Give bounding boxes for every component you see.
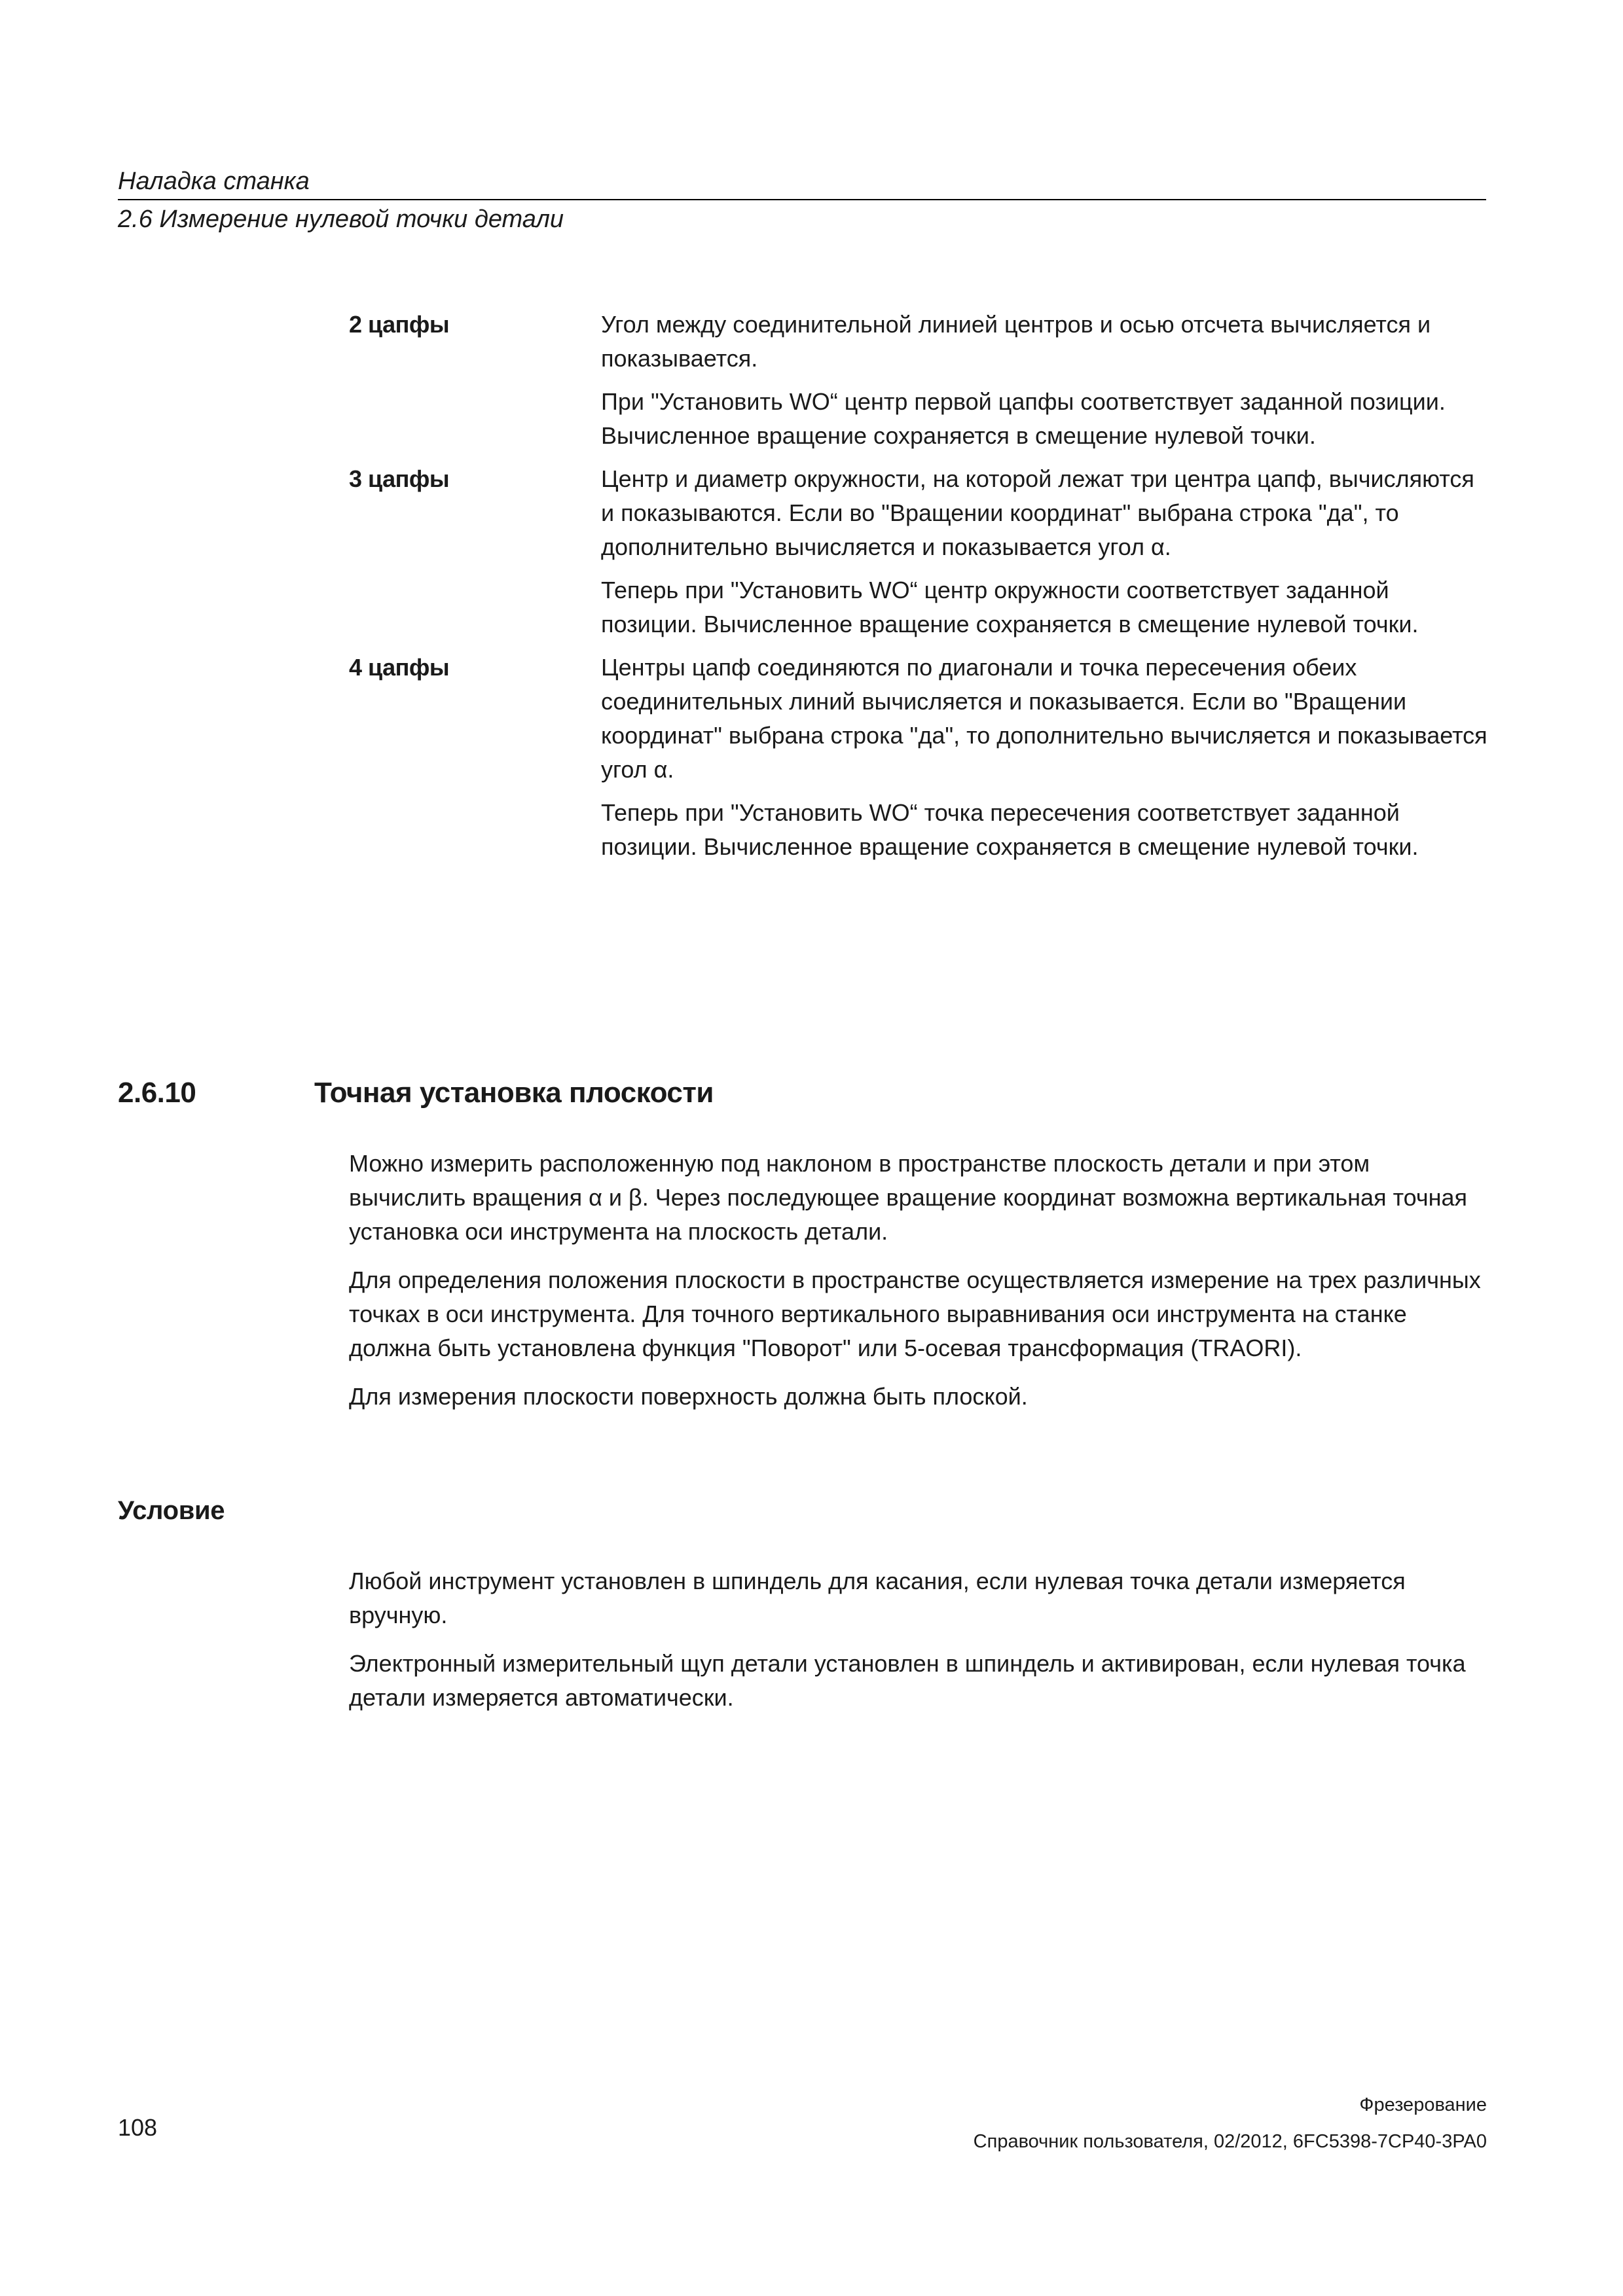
paragraph: Теперь при "Установить WO“ точка пересечения соответствует заданной позиции. Вычисленное вращение сохраняется в смещение нулевой точки. bbox=[601, 799, 1419, 860]
condition-heading: Условие bbox=[118, 1496, 225, 1525]
paragraph: Теперь при "Установить WO“ центр окружности соответствует заданной позиции. Вычисленное вращение сохраняется в смещение нулевой точки. bbox=[601, 577, 1419, 637]
definition-body bbox=[601, 462, 1488, 651]
definition-item bbox=[349, 462, 1488, 651]
paragraph: Центр и диаметр окружности, на которой лежат три центра цапф, вычисляются и показываются. Если во "Вращении координат" выбрана строка "да", то дополнительно вычисляется и показывается угол α. bbox=[601, 465, 1474, 560]
condition-body bbox=[349, 1564, 1488, 1729]
paragraph: Центры цапф соединяются по диагонали и точка пересечения обеих соединительных линий вычисляется и показывается. Если во "Вращении координат" выбрана строка "да", то дополнительно вычисляется и показывается угол α. bbox=[601, 654, 1487, 783]
definition-term: 4 цапфы bbox=[349, 654, 450, 681]
running-header bbox=[118, 165, 1486, 236]
paragraph: Любой инструмент установлен в шпиндель для касания, если нулевая точка детали измеряется вручную. bbox=[349, 1568, 1406, 1628]
definition-list bbox=[349, 308, 1488, 873]
header-chapter: Наладка станка bbox=[118, 168, 310, 195]
paragraph: Для определения положения плоскости в пространстве осуществляется измерение на трех различных точках в оси инструмента. Для точного вертикального выравнивания оси инструмента на станке должна быть установлена функция "Поворот" или 5-осевая трансформация (TRAORI). bbox=[349, 1266, 1481, 1361]
definition-body bbox=[601, 651, 1488, 873]
section-body bbox=[349, 1147, 1488, 1428]
section-title: Точная установка плоскости bbox=[314, 1077, 714, 1109]
paragraph: Для измерения плоскости поверхность должна быть плоской. bbox=[349, 1383, 1028, 1410]
definition-term: 2 цапфы bbox=[349, 311, 450, 338]
definition-item bbox=[349, 651, 1488, 873]
paragraph: При "Установить WO“ центр первой цапфы соответствует заданной позиции. Вычисленное вращение сохраняется в смещение нулевой точки. bbox=[601, 388, 1446, 449]
section-heading bbox=[118, 1073, 714, 1113]
footer-product: Фрезерование bbox=[1359, 2094, 1487, 2115]
definition-body bbox=[601, 308, 1488, 462]
footer-manual-ref: Справочник пользователя, 02/2012, 6FC5398-7CP40-3PA0 bbox=[973, 2131, 1487, 2152]
page-number: 108 bbox=[118, 2114, 158, 2141]
paragraph: Можно измерить расположенную под наклоном в пространстве плоскость детали и при этом вычислить вращения α и β. Через последующее вращение координат возможна вертикальная точная установка оси инструмента на плоскость детали. bbox=[349, 1150, 1468, 1245]
paragraph: Угол между соединительной линией центров и осью отсчета вычисляется и показывается. bbox=[601, 311, 1431, 372]
definition-term: 3 цапфы bbox=[349, 465, 450, 492]
header-rule bbox=[118, 199, 1486, 200]
header-section: 2.6 Измерение нулевой точки детали bbox=[118, 206, 564, 233]
definition-item bbox=[349, 308, 1488, 462]
paragraph: Электронный измерительный щуп детали установлен в шпиндель и активирован, если нулевая точка детали измеряется автоматически. bbox=[349, 1650, 1466, 1711]
section-number: 2.6.10 bbox=[118, 1077, 196, 1109]
